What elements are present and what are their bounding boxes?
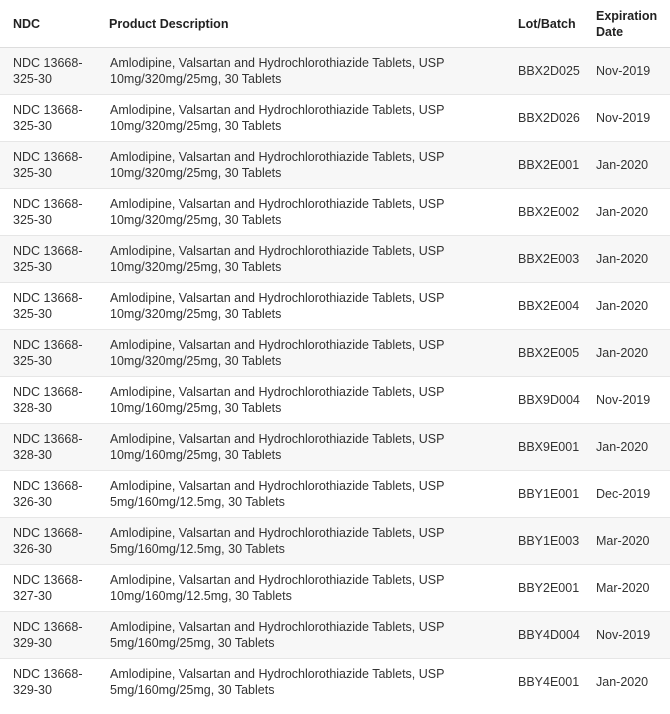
cell-lot-batch: BBX2E001	[505, 142, 588, 189]
cell-product-description: Amlodipine, Valsartan and Hydrochlorothiazide Tablets, USP 10mg/320mg/25mg, 30 Tablets	[96, 95, 505, 142]
cell-expiration-date: Jan-2020	[588, 236, 670, 283]
table-body	[0, 48, 670, 706]
cell-ndc: NDC 13668-329-30	[0, 612, 96, 659]
cell-expiration-date: Nov-2019	[588, 612, 670, 659]
cell-expiration-date: Jan-2020	[588, 189, 670, 236]
table-row	[0, 518, 670, 565]
cell-product-description: Amlodipine, Valsartan and Hydrochlorothiazide Tablets, USP 10mg/320mg/25mg, 30 Tablets	[96, 48, 505, 95]
cell-lot-batch: BBX9D004	[505, 377, 588, 424]
table-row	[0, 377, 670, 424]
cell-ndc: NDC 13668-329-30	[0, 659, 96, 706]
cell-ndc: NDC 13668-328-30	[0, 377, 96, 424]
cell-expiration-date: Mar-2020	[588, 518, 670, 565]
table-row	[0, 236, 670, 283]
cell-product-description: Amlodipine, Valsartan and Hydrochlorothiazide Tablets, USP 10mg/320mg/25mg, 30 Tablets	[96, 283, 505, 330]
table-row	[0, 48, 670, 95]
cell-lot-batch: BBY4D004	[505, 612, 588, 659]
header-lot-batch: Lot/Batch	[505, 0, 588, 48]
cell-lot-batch: BBX2E003	[505, 236, 588, 283]
table-row	[0, 95, 670, 142]
cell-lot-batch: BBY1E003	[505, 518, 588, 565]
table-row	[0, 330, 670, 377]
cell-lot-batch: BBX2E004	[505, 283, 588, 330]
cell-ndc: NDC 13668-325-30	[0, 283, 96, 330]
cell-product-description: Amlodipine, Valsartan and Hydrochlorothiazide Tablets, USP 10mg/320mg/25mg, 30 Tablets	[96, 330, 505, 377]
cell-product-description: Amlodipine, Valsartan and Hydrochlorothiazide Tablets, USP 10mg/160mg/12.5mg, 30 Tablets	[96, 565, 505, 612]
header-product-description: Product Description	[96, 0, 505, 48]
cell-ndc: NDC 13668-326-30	[0, 471, 96, 518]
cell-expiration-date: Dec-2019	[588, 471, 670, 518]
cell-ndc: NDC 13668-325-30	[0, 236, 96, 283]
table-row	[0, 424, 670, 471]
cell-lot-batch: BBY2E001	[505, 565, 588, 612]
table-row	[0, 189, 670, 236]
table-row	[0, 142, 670, 189]
cell-lot-batch: BBX2E005	[505, 330, 588, 377]
cell-ndc: NDC 13668-328-30	[0, 424, 96, 471]
cell-lot-batch: BBX9E001	[505, 424, 588, 471]
cell-ndc: NDC 13668-325-30	[0, 189, 96, 236]
cell-expiration-date: Nov-2019	[588, 48, 670, 95]
cell-lot-batch: BBY1E001	[505, 471, 588, 518]
cell-expiration-date: Mar-2020	[588, 565, 670, 612]
cell-product-description: Amlodipine, Valsartan and Hydrochlorothiazide Tablets, USP 5mg/160mg/12.5mg, 30 Tablets	[96, 471, 505, 518]
cell-product-description: Amlodipine, Valsartan and Hydrochlorothiazide Tablets, USP 10mg/320mg/25mg, 30 Tablets	[96, 236, 505, 283]
cell-expiration-date: Nov-2019	[588, 95, 670, 142]
cell-ndc: NDC 13668-325-30	[0, 142, 96, 189]
cell-expiration-date: Jan-2020	[588, 424, 670, 471]
table-row	[0, 471, 670, 518]
cell-lot-batch: BBX2D026	[505, 95, 588, 142]
cell-expiration-date: Jan-2020	[588, 659, 670, 706]
table-row	[0, 565, 670, 612]
cell-product-description: Amlodipine, Valsartan and Hydrochlorothiazide Tablets, USP 10mg/320mg/25mg, 30 Tablets	[96, 142, 505, 189]
header-expiration-date: Expiration Date	[588, 0, 670, 48]
cell-expiration-date: Jan-2020	[588, 142, 670, 189]
table-header	[0, 0, 670, 48]
cell-ndc: NDC 13668-325-30	[0, 330, 96, 377]
cell-lot-batch: BBX2D025	[505, 48, 588, 95]
cell-ndc: NDC 13668-325-30	[0, 95, 96, 142]
header-row	[0, 0, 670, 48]
cell-ndc: NDC 13668-326-30	[0, 518, 96, 565]
header-ndc: NDC	[0, 0, 96, 48]
cell-expiration-date: Jan-2020	[588, 283, 670, 330]
cell-expiration-date: Jan-2020	[588, 330, 670, 377]
cell-expiration-date: Nov-2019	[588, 377, 670, 424]
cell-product-description: Amlodipine, Valsartan and Hydrochlorothiazide Tablets, USP 10mg/160mg/25mg, 30 Tablets	[96, 377, 505, 424]
cell-lot-batch: BBY4E001	[505, 659, 588, 706]
table-row	[0, 283, 670, 330]
cell-product-description: Amlodipine, Valsartan and Hydrochlorothiazide Tablets, USP 10mg/160mg/25mg, 30 Tablets	[96, 424, 505, 471]
table-row	[0, 659, 670, 706]
cell-product-description: Amlodipine, Valsartan and Hydrochlorothiazide Tablets, USP 5mg/160mg/25mg, 30 Tablets	[96, 612, 505, 659]
cell-ndc: NDC 13668-325-30	[0, 48, 96, 95]
table-row	[0, 612, 670, 659]
cell-product-description: Amlodipine, Valsartan and Hydrochlorothiazide Tablets, USP 5mg/160mg/12.5mg, 30 Tablets	[96, 518, 505, 565]
cell-product-description: Amlodipine, Valsartan and Hydrochlorothiazide Tablets, USP 10mg/320mg/25mg, 30 Tablets	[96, 189, 505, 236]
cell-lot-batch: BBX2E002	[505, 189, 588, 236]
cell-ndc: NDC 13668-327-30	[0, 565, 96, 612]
cell-product-description: Amlodipine, Valsartan and Hydrochlorothiazide Tablets, USP 5mg/160mg/25mg, 30 Tablets	[96, 659, 505, 706]
